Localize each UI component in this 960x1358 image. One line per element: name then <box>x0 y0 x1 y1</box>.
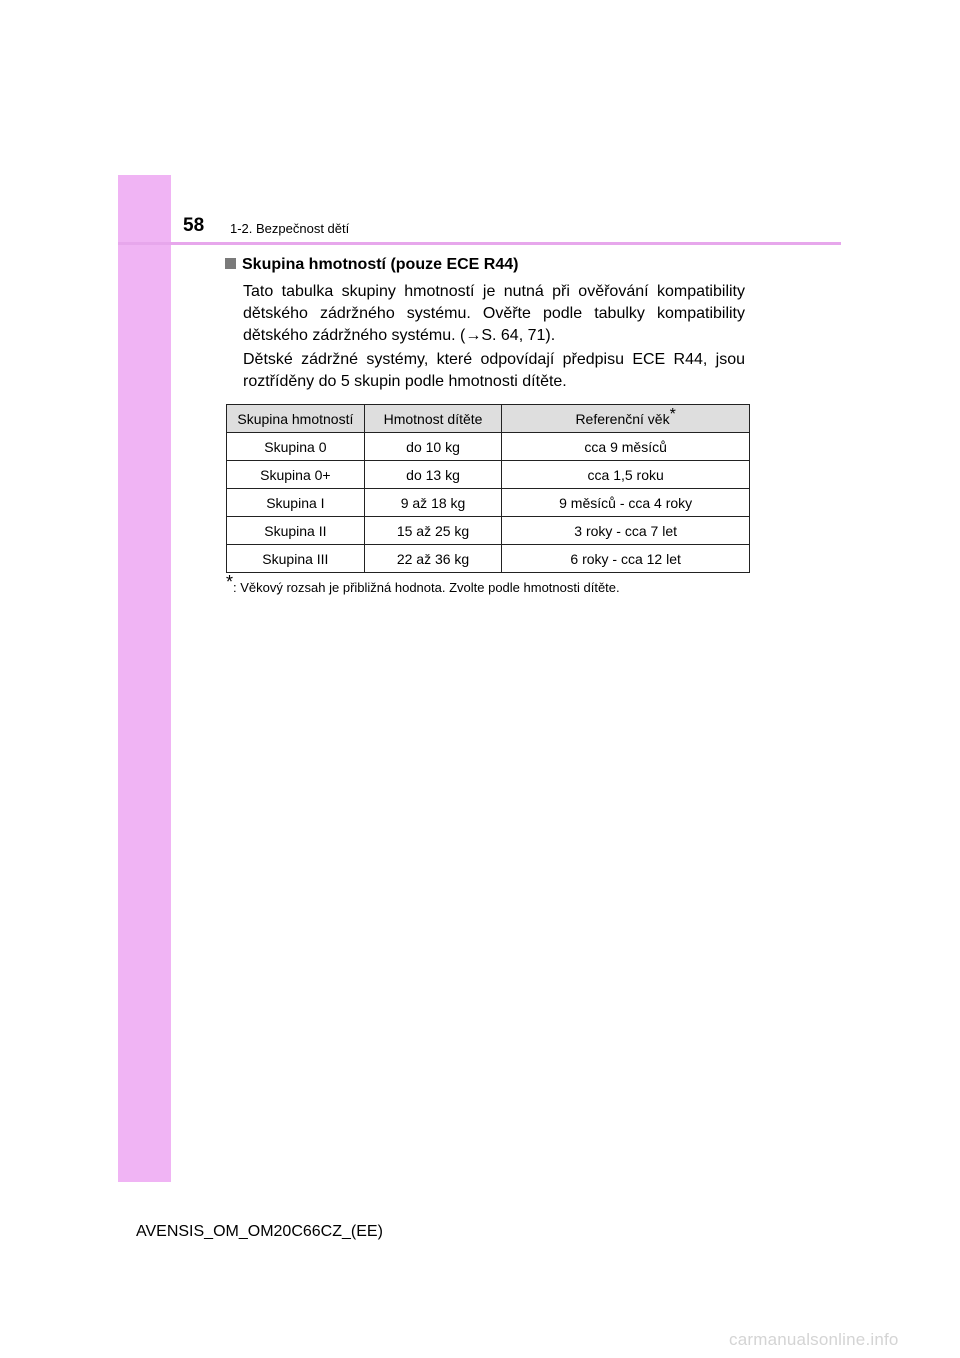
table-cell: Skupina III <box>227 545 365 573</box>
paragraph-groups: Dětské zádržné systémy, které odpovídají předpisu ECE R44, jsou roztříděny do 5 skupin podle hmotnosti dítěte. <box>243 351 745 390</box>
paragraph-compatibility: Tato tabulka skupiny hmotností je nutná při ověřování kompatibility dětského zádržného systému. Ověřte podle tabulky kompatibility dětského zádržného systému. (→S. 64, 71). <box>243 283 745 344</box>
table-cell: 3 roky - cca 7 let <box>502 517 750 545</box>
square-bullet-icon <box>225 258 236 269</box>
side-color-band <box>118 175 171 1182</box>
table-cell: 9 měsíců - cca 4 roky <box>502 489 750 517</box>
document-id: AVENSIS_OM_OM20C66CZ_(EE) <box>136 1223 383 1240</box>
table-cell: Skupina 0+ <box>227 461 365 489</box>
table-cell: Skupina 0 <box>227 433 365 461</box>
weight-group-table <box>226 404 750 573</box>
header-rule <box>118 242 841 245</box>
table-header-label: Referenční věk <box>575 410 670 427</box>
footnote-marker: * <box>669 405 676 423</box>
section-heading <box>225 254 518 276</box>
table-cell: cca 9 měsíců <box>502 433 750 461</box>
table-header-row <box>227 405 750 433</box>
table-row <box>227 545 750 573</box>
footnote-text: : Věkový rozsah je přibližná hodnota. Zvolte podle hmotnosti dítěte. <box>233 580 620 595</box>
page-number: 58 <box>183 215 205 236</box>
table-row <box>227 461 750 489</box>
section-title: 1-2. Bezpečnost dětí <box>230 221 350 236</box>
site-watermark: carmanualsonline.info <box>729 1330 899 1349</box>
table-header-label: Skupina hmotností <box>237 410 354 427</box>
footnote-marker: * <box>226 572 234 592</box>
table-cell: 9 až 18 kg <box>364 489 502 517</box>
table-header-cell <box>364 405 502 433</box>
table-header-label: Hmotnost dítěte <box>383 410 483 427</box>
table-cell: Skupina II <box>227 517 365 545</box>
table-cell: do 13 kg <box>364 461 502 489</box>
table-cell: cca 1,5 roku <box>502 461 750 489</box>
section-heading-text: Skupina hmotností (pouze ECE R44) <box>242 256 519 273</box>
table-cell: Skupina I <box>227 489 365 517</box>
table-row <box>227 489 750 517</box>
table-cell: 22 až 36 kg <box>364 545 502 573</box>
table-cell: 6 roky - cca 12 let <box>502 545 750 573</box>
table-row <box>227 433 750 461</box>
table-cell: do 10 kg <box>364 433 502 461</box>
table-cell: 15 až 25 kg <box>364 517 502 545</box>
table-header-cell <box>502 405 750 433</box>
footnote <box>226 572 620 598</box>
table-header-cell <box>227 405 365 433</box>
table-row <box>227 517 750 545</box>
